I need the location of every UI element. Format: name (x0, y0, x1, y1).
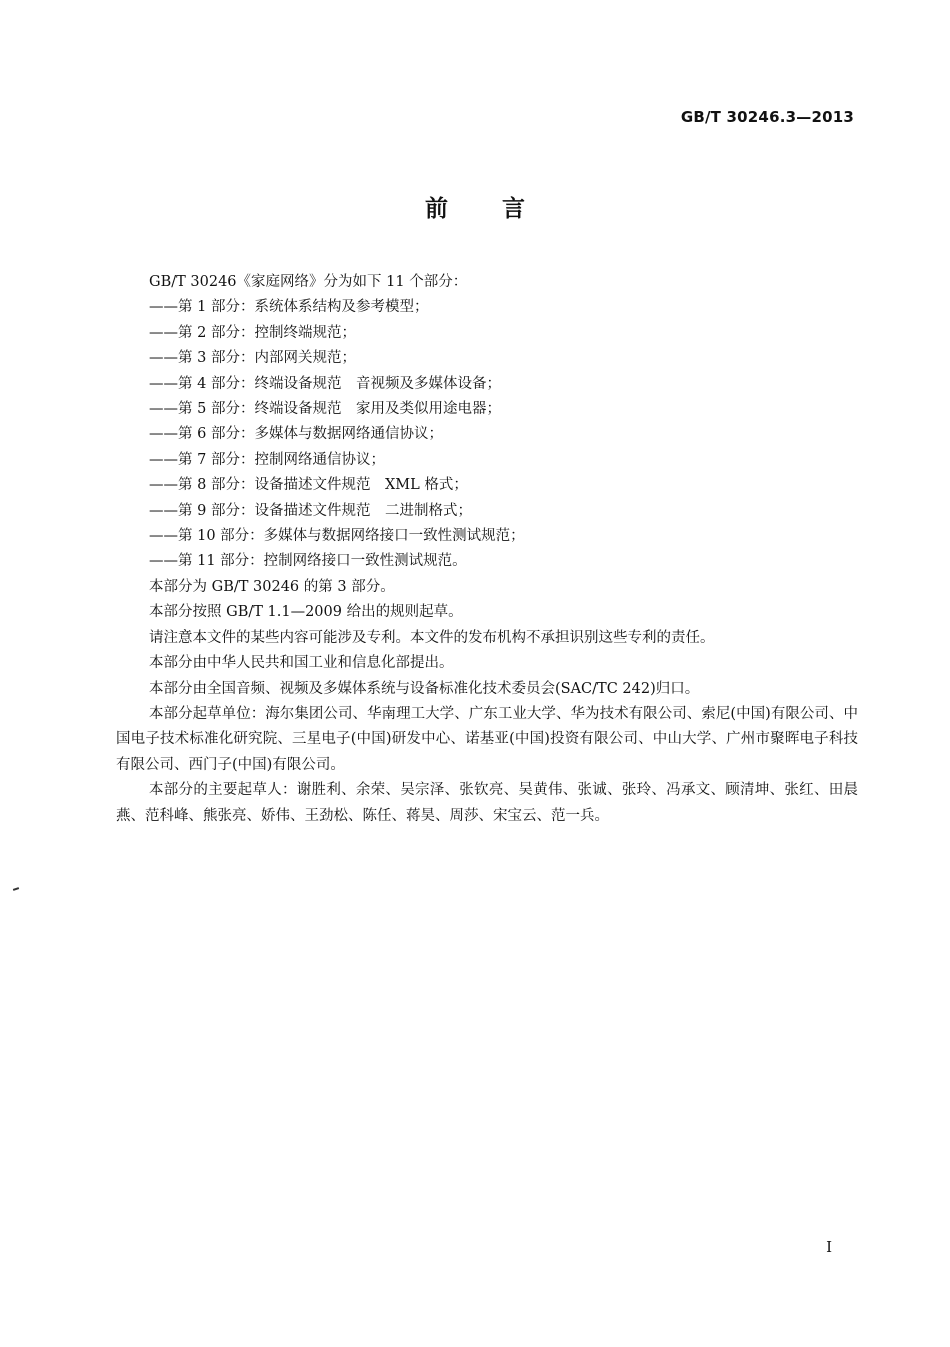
list-item: ——第 8 部分：设备描述文件规范 XML 格式； (149, 477, 468, 494)
standard-code: GB/T 30246.3—2013 (680, 108, 854, 126)
patent-notice: 请注意本文件的某些内容可能涉及专利。本文件的发布机构不承担识别这些专利的责任。 (149, 629, 715, 646)
page-title: 前言 (425, 196, 579, 222)
parts-list (116, 295, 858, 574)
drafting-rules: 本部分按照 GB/T 1.1—2009 给出的规则起草。 (149, 604, 463, 621)
list-item: ——第 6 部分：多媒体与数据网络通信协议； (149, 426, 443, 443)
list-item: ——第 1 部分：系统体系结构及参考模型； (149, 299, 429, 316)
list-item: ——第 11 部分：控制网络接口一致性测试规范。 (149, 553, 467, 570)
list-item: ——第 2 部分：控制终端规范； (149, 324, 356, 341)
list-item: ——第 7 部分：控制网络通信协议； (149, 451, 385, 468)
list-item: ——第 3 部分：内部网关规范； (149, 350, 356, 367)
page-number: I (826, 1238, 832, 1256)
list-item: ——第 4 部分：终端设备规范 音视频及多媒体设备； (149, 375, 501, 392)
scan-mark (13, 887, 19, 891)
list-item: ——第 5 部分：终端设备规范 家用及类似用途电器； (149, 401, 501, 418)
committee: 本部分由全国音频、视频及多媒体系统与设备标准化技术委员会(SAC/TC 242)归口。 (149, 680, 700, 697)
drafting-organizations: 本部分起草单位：海尔集团公司、华南理工大学、广东工业大学、华为技术有限公司、索尼(中国)有限公司、中国电子技术标准化研究院、三星电子(中国)研发中心、诺基亚(中国)投资有限公司、中山大学、广州市聚晖电子科技有限公司、西门子(中国)有限公司。 (116, 705, 858, 773)
part-statement: 本部分为 GB/T 30246 的第 3 部分。 (149, 578, 395, 595)
drafters: 本部分的主要起草人：谢胜利、余荣、吴宗泽、张钦亮、吴黄伟、张诚、张玲、冯承文、顾清坤、张红、田晨燕、范科峰、熊张亮、娇伟、王劲松、陈任、蒋昊、周莎、宋宝云、范一兵。 (116, 782, 858, 824)
intro-paragraph: GB/T 30246《家庭网络》分为如下 11 个部分： (149, 274, 468, 290)
list-item: ——第 10 部分：多媒体与数据网络接口一致性测试规范； (149, 528, 525, 545)
list-item: ——第 9 部分：设备描述文件规范 二进制格式； (149, 502, 472, 519)
proposer: 本部分由中华人民共和国工业和信息化部提出。 (149, 655, 454, 672)
foreword-body (116, 270, 858, 829)
